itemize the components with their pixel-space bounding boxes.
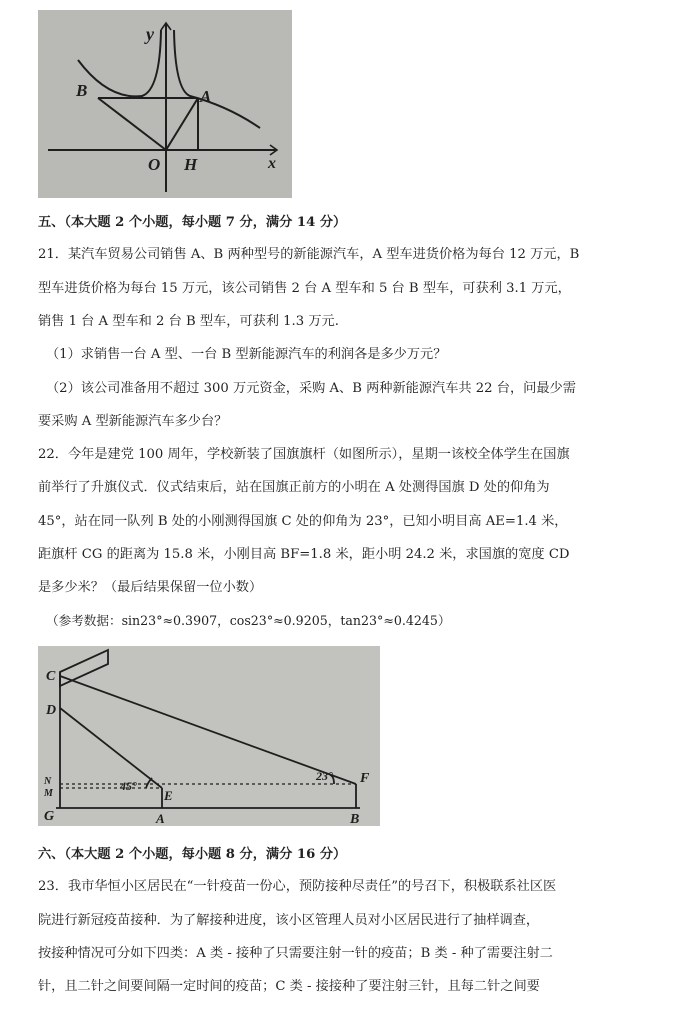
hyperbola-right-branch [174, 30, 260, 128]
q21-line-2: 型车进货价格为每台 15 万元，该公司销售 2 台 A 型车和 5 台 B 型车，可获利 3.1 万元， [38, 281, 571, 296]
label-e: E [164, 788, 173, 803]
q22-line-1: 22．今年是建党 100 周年，学校新装了国旗旗杆（如图所示），星期一该校全体学生在国旗 [38, 447, 570, 462]
label-o: O [148, 155, 161, 174]
q21-line-1: 21．某汽车贸易公司销售 A、B 两种型号的新能源汽车，A 型车进货价格为每台 12 万元，B [38, 247, 580, 262]
label-b: B [76, 81, 88, 100]
q21-part-2-line-1: （2）该公司准备用不超过 300 万元资金，采购 A、B 两种新能源汽车共 22 台，问最少需 [46, 381, 576, 396]
label-a: A [200, 87, 212, 106]
q22-reference-data: （参考数据：sin23°≈0.3907，cos23°≈0.9205，tan23°≈0.4245） [46, 613, 451, 628]
q23-line-2: 院进行新冠疫苗接种．为了解接种进度，该小区管理人员对小区居民进行了抽样调查， [38, 913, 540, 928]
q23-line-1: 23．我市华恒小区居民在“一针疫苗一份心，预防接种尽责任”的号召下，积极联系社区医 [38, 879, 557, 894]
label-h: H [184, 155, 198, 174]
label-g: G [44, 809, 55, 824]
section-6-heading: 六、（本大题 2 个小题，每小题 8 分，满分 16 分） [38, 847, 347, 862]
label-x: x [268, 155, 276, 172]
label-c: C [46, 669, 56, 684]
q22-line-3: 45°，站在同一队列 B 处的小刚测得国旗 C 处的仰角为 23°，已知小明目高 AE=1.4 米， [38, 514, 568, 529]
label-f: F [360, 771, 370, 786]
line-cf [60, 676, 356, 784]
segment-bo [98, 98, 166, 150]
segment-oa [166, 98, 198, 150]
label-m: M [44, 788, 53, 799]
angle-label-45: 45° [120, 779, 137, 793]
label-n: N [44, 776, 52, 787]
q23-line-4: 针，且二针之间要间隔一定时间的疫苗；C 类 - 接接种了要注射三针，且每二针之间要 [38, 979, 540, 994]
figure-hyperbola [38, 10, 292, 198]
flag [60, 650, 108, 686]
q21-part-1: （1）求销售一台 A 型、一台 B 型新能源汽车的利润各是多少万元？ [46, 347, 447, 362]
angle-label-23: 23° [316, 769, 333, 783]
label-a: A [156, 811, 165, 826]
q21-part-2-line-2: 要采购 A 型新能源汽车多少台？ [38, 414, 228, 429]
q22-line-2: 前举行了升旗仪式．仪式结束后，站在国旗正前方的小明在 A 处测得国旗 D 处的仰角为 [38, 480, 550, 495]
q23-line-3: 按接种情况可分如下四类：A 类 - 接种了只需要注射一针的疫苗；B 类 - 种了需要注射二 [38, 946, 553, 961]
section-5-heading: 五、（本大题 2 个小题，每小题 7 分，满分 14 分） [38, 215, 347, 230]
figure-flagpole [38, 646, 380, 826]
label-d: D [46, 703, 57, 718]
label-y: y [146, 24, 154, 44]
label-b: B [350, 812, 360, 826]
q22-line-5: 是多少米？（最后结果保留一位小数） [38, 580, 263, 595]
q21-line-3: 销售 1 台 A 型车和 2 台 B 型车，可获利 1.3 万元. [38, 314, 339, 329]
q22-line-4: 距旗杆 CG 的距离为 15.8 米，小刚目高 BF=1.8 米，距小明 24.2 米，求国旗的宽度 CD [38, 547, 570, 562]
line-de [60, 708, 162, 788]
angle-arc-45 [146, 778, 152, 788]
